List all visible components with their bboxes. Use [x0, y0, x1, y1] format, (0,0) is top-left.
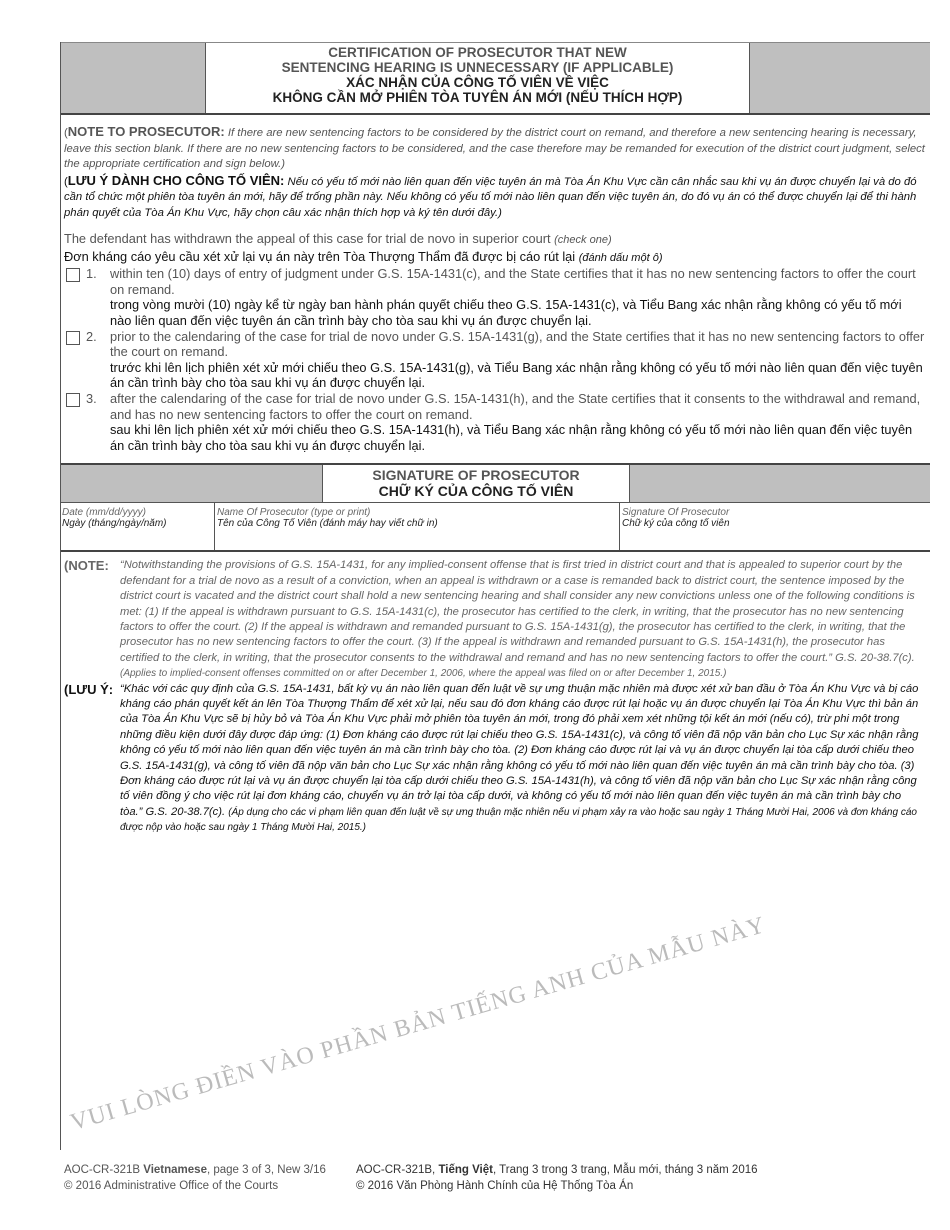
- note-label-vi: LƯU Ý:: [68, 681, 114, 697]
- option-number: 3.: [86, 390, 97, 406]
- option-3-en: after the calendaring of the case for trial de novo under G.S. 15A-1431(h), and the State certifies that it consents to the withdrawal and remand, and has no new sentencing factors to offer the court on remand.: [110, 390, 921, 422]
- option-3-vi: sau khi lên lịch phiên xét xử mới chiếu theo G.S. 15A-1431(h), và Tiểu Bang xác nhận rằng không có yếu tố mới nào liên quan đến việc tuyên án cần trình bày cho tòa sau khi vụ án được chuyển lại.: [110, 422, 913, 453]
- signature-shade-left: [60, 465, 322, 502]
- footer-language-en: Vietnamese: [143, 1164, 207, 1176]
- prosecutor-name-field[interactable]: [214, 503, 620, 550]
- date-label-vi: Ngày (tháng/ngày/năm): [62, 518, 167, 530]
- option-2-en: prior to the calendaring of the case for trial de novo under G.S. 15A-1431(g), and the State certifies that it has no new sentencing factors to offer the court on remand.: [110, 328, 925, 360]
- name-label-vi: Tên của Công Tố Viên (đánh máy hay viết chữ in): [217, 518, 438, 530]
- footer-page-en: , page 3 of 3, New 3/16: [206, 1164, 326, 1176]
- note-to-prosecutor: (NOTE TO PROSECUTOR: If there are new sentencing factors to be considered by the district court on remand, and therefore a new sentencing hearing is necessary, leave this section blank. If there are no new sentencing factors to be considered, and the case therefore may be remanded for execution of the district court judgment, select the appropriate certification and sign below.) (LƯU Ý DÀNH CHO CÔNG TỐ VIÊN: Nếu có yếu tố mới nào liên quan đến việc tuyên án mà Tòa Án Khu Vực cần cân nhắc sau khi vụ án được chuyển lại và do đó cần tổ chức một phiên tòa tuyên án mới, hãy để trống phần này. Nếu không có yếu tố mới nào liên quan đến việc tuyên án, do đó vụ án có thể được chuyển lại để thi hành phán quyết của Tòa Án Khu Vực, hãy chọn câu xác nhận thích hợp và ký tên dưới đây.): [64, 124, 925, 219]
- signature-block: [60, 463, 930, 552]
- watermark: VUI LÒNG ĐIỀN VÀO PHẦN BẢN TIẾNG ANH CỦA MẪU NÀY: [67, 912, 769, 1137]
- footer-page-vi: , Trang 3 trong 3 trang, Mẫu mới, tháng 3 năm 2016: [492, 1164, 758, 1176]
- footer-form-id-vi: AOC-CR-321B,: [356, 1164, 439, 1176]
- section-title: [205, 43, 750, 113]
- header-shade-left: [60, 43, 205, 113]
- option-2-checkbox[interactable]: [66, 331, 80, 345]
- date-label-en: Date (mm/dd/yyyy): [62, 507, 146, 519]
- footer-form-id: AOC-CR-321B: [64, 1164, 144, 1176]
- note-label-en: NOTE:: [68, 558, 109, 574]
- signature-label-en: Signature Of Prosecutor: [622, 507, 730, 519]
- title-vi-line1: XÁC NHẬN CỦA CÔNG TỐ VIÊN VỀ VIỆC: [346, 75, 609, 90]
- signature-title: [322, 465, 630, 502]
- title-en-line2: SENTENCING HEARING IS UNNECESSARY (IF APPLICABLE): [281, 60, 674, 75]
- title-vi-line2: KHÔNG CẦN MỞ PHIÊN TÒA TUYÊN ÁN MỚI (NẾU THÍCH HỢP): [272, 90, 683, 105]
- option-3-checkbox[interactable]: [66, 393, 80, 407]
- signature-title-vi: CHỮ KÝ CỦA CÔNG TỐ VIÊN: [378, 483, 574, 500]
- option-1-checkbox[interactable]: [66, 268, 80, 282]
- signature-title-en: SIGNATURE OF PROSECUTOR: [372, 467, 580, 484]
- intro-vi: Đơn kháng cáo yêu cầu xét xử lại vụ án này trên Tòa Thượng Thẩm đã được bị cáo rút lại: [64, 248, 576, 264]
- option-1-en: within ten (10) days of entry of judgment under G.S. 15A-1431(c), and the State certifies that it has no new sentencing factors to offer the court on remand.: [110, 266, 916, 297]
- footer-copyright-vi: © 2016 Văn Phòng Hành Chính của Hệ Thống Tòa Án: [356, 1180, 634, 1192]
- title-en-line1: CERTIFICATION OF PROSECUTOR THAT NEW: [328, 45, 627, 60]
- check-one-vi: (đánh dấu một ô): [578, 251, 663, 264]
- option-3: [64, 391, 926, 453]
- withdrawal-section: [60, 231, 930, 453]
- note-label-en: NOTE TO PROSECUTOR:: [67, 124, 225, 139]
- note-text-en: If there are new sentencing factors to be considered by the district court on remand, and therefore a new sentencing hearing is necessary, leave this section blank. If there are no new sentencing factors to be considered, and the case therefore may be remanded for execution of the district court judgment, select the appropriate certification and sign below.): [64, 127, 925, 170]
- name-label-en: Name Of Prosecutor (type or print): [217, 507, 371, 519]
- header-shade-right: [750, 43, 930, 113]
- footer-language-vi: Tiếng Việt: [438, 1164, 493, 1176]
- note-applies-vi: (Áp dụng cho các vi phạm liên quan đến luật về sự ưng thuận mặc nhiên nếu vi phạm xảy ra vào hoặc sau ngày 1 Tháng Mười Hai, 2006 và đơn kháng cáo được nộp vào hoặc sau ngày 1 Tháng Mười Hai, 2015.): [120, 806, 917, 834]
- option-2-vi: trước khi lên lịch phiên xét xử mới chiếu theo G.S. 15A-1431(g), và Tiểu Bang xác nhận rằng không có yếu tố mới nào liên quan đến việc tuyên án cần trình bày cho tòa sau khi vụ án được chuyển lại.: [110, 359, 923, 391]
- option-number: 2.: [86, 328, 97, 344]
- footer-copyright-en: © 2016 Administrative Office of the Courts: [64, 1180, 279, 1192]
- option-2: [64, 329, 926, 391]
- note-statute-en: “Notwithstanding the provisions of G.S. 15A-1431, for any implied-consent offense that is first tried in district court and that is appealed to superior court by the defendant for a trial de novo as a result of a conviction, when an appeal is withdrawn or a case is remanded back to district court, the sentence imposed by the district court is vacated and the district court shall hold a new sentencing hearing and shall consider any new convictions unless one of the following conditions is met: (1) If the appeal is withdrawn pursuant to G.S. 15A-1431(c), the prosecutor has certified to the clerk, in writing, that the prosecutor has no new sentencing factors to offer the court. (2) If the appeal is withdrawn and remanded pursuant to G.S. 15A-1431(g), the prosecutor has certified to the clerk, in writing, that the prosecutor has no new sentencing factors to offer the court. (3) If the appeal is withdrawn and remanded pursuant to G.S. 15A-1431(h), the prosecutor has certified to the clerk, in writing, that the prosecutor consents to the withdrawal and remand and has no new sentencing factors to offer the court.” G.S. 20-38.7(c).: [120, 559, 915, 664]
- signature-shade-right: [630, 465, 930, 502]
- signature-label-vi: Chữ ký của công tố viên: [622, 518, 730, 530]
- option-1: [64, 266, 926, 328]
- note-applies-en: (Applies to implied-consent offenses committed on or after December 1, 2006, where the appeal was filed on or after December 1, 2015.): [120, 668, 727, 680]
- section-header: [60, 42, 930, 115]
- note-text-vi: Nếu có yếu tố mới nào liên quan đến việc tuyên án mà Tòa Án Khu Vực cần cân nhắc sau khi vụ án được chuyển lại và do đó cần tổ chức một phiên tòa tuyên án mới, hãy để trống phần này. Nếu không có yếu tố mới nào liên quan đến việc tuyên án, do đó vụ án có thể được chuyển lại để thi hành phán quyết của Tòa Án Khu Vực, hãy chọn câu xác nhận thích hợp và ký tên dưới đây.): [64, 175, 917, 219]
- intro-en: The defendant has withdrawn the appeal of this case for trial de novo in superior court: [64, 231, 551, 246]
- footer: [64, 1162, 950, 1194]
- note-statute-vi: “Khác với các quy định của G.S. 15A-1431, bất kỳ vụ án nào liên quan đến luật về sự ưng thuận mặc nhiên mà được xét xử ban đầu ở Tòa Án Khu Vực và bị cáo kháng cáo phán quyết kết án lên Tòa Thượng Thẩm để xét xử lại, nếu sau đó đơn kháng cáo được rút lại hoặc vụ án được chuyển lại Tòa Án Khu Vực thì bản án của Tòa Án Khu Vực sẽ bị hủy bỏ và Tòa Án Khu Vực phải mở phiên tòa tuyên án mới, trong đó phải xem xét những tội kết án mới (nếu có), trừ phi một trong những điều kiện dưới đây được đáp ứng: (1) Đơn kháng cáo được rút lại chiếu theo G.S. 15A-1431(c), và công tố viên đã nộp văn bản cho Lục Sự xác nhận rằng không có yếu tố mới nào liên quan đến việc tuyên án mà cần trình bày cho tòa. (2) Đơn kháng cáo được rút lại và vụ án được chuyển lại tòa cấp dưới chiếu theo G.S. 15A-1431(g), và công tố viên đã nộp văn bản cho Lục Sự xác nhận rằng không có yếu tố mới nào liên quan đến việc tuyên án mà cần trình bày cho tòa. (3) Đơn kháng cáo được rút lại và vụ án được chuyển lại tòa cấp dưới chiếu theo G.S. 15A-1431(h), và công tố viên đã nộp văn bản cho Lục Sự xác nhận rằng công tố viên đồng ý cho việc rút lại đơn kháng cáo, chuyển vụ án trở lại tòa cấp dưới, và không có yếu tố mới nào liên quan đến việc tuyên án mà cần trình bày cho tòa.” G.S. 20-38.7(c).: [120, 682, 919, 818]
- option-number: 1.: [86, 266, 97, 282]
- prosecutor-signature-field[interactable]: [620, 503, 930, 550]
- statute-note: (NOTE: “Notwithstanding the provisions of G.S. 15A-1431, for any implied-consent offense that is first tried in district court and that is appealed to superior court by the defendant for a trial de novo as a result of a conviction, when an appeal is withdrawn or a case is remanded back to district court, the sentence imposed by the district court is vacated and the district court shall hold a new sentencing hearing and shall consider any new convictions unless one of the following conditions is met: (1) If the appeal is withdrawn pursuant to G.S. 15A-1431(c), the prosecutor has certified to the clerk, in writing, that the prosecutor has no new sentencing factors to offer the court. (2) If the appeal is withdrawn and remanded pursuant to G.S. 15A-1431(g), the prosecutor has certified to the clerk, in writing, that the prosecutor has no new sentencing factors to offer the court. (3) If the appeal is withdrawn and remanded pursuant to G.S. 15A-1431(h), the prosecutor has certified to the clerk, in writing, that the prosecutor consents to the withdrawal and remand and has no new sentencing factors to offer the court.” G.S. 20-38.7(c). (Applies to implied-consent offenses committed on or after December 1, 2006, where the appeal was filed on or after December 1, 2015.) (LƯU Ý: “Khác với các quy định của G.S. 15A-1431, bất kỳ vụ án nào liên quan đến luật về sự ưng thuận mặc nhiên mà được xét xử ban đầu ở Tòa Án Khu Vực và bị cáo kháng cáo phán quyết kết án lên Tòa Thượng Thẩm để xét xử lại, nếu sau đó đơn kháng cáo được rút lại hoặc vụ án được chuyển lại Tòa Án Khu Vực thì bản án của Tòa Án Khu Vực sẽ bị hủy bỏ và Tòa Án Khu Vực phải mở phiên tòa tuyên án mới, trong đó phải xem xét những tội kết án mới (nếu có), trừ phi một trong những điều kiện dưới đây được đáp ứng: (1) Đơn kháng cáo được rút lại chiếu theo G.S. 15A-1431(c), và công tố viên đã nộp văn bản cho Lục Sự xác nhận rằng không có yếu tố mới nào liên quan đến việc tuyên án mà cần trình bày cho tòa. (2) Đơn kháng cáo được rút lại và vụ án được chuyển lại tòa cấp dưới chiếu theo G.S. 15A-1431(g), và công tố viên đã nộp văn bản cho Lục Sự xác nhận rằng không có yếu tố mới nào liên quan đến việc tuyên án mà cần trình bày cho tòa. (3) Đơn kháng cáo được rút lại và vụ án được chuyển lại tòa cấp dưới chiếu theo G.S. 15A-1431(h), và công tố viên đã nộp văn bản cho Lục Sự xác nhận rằng công tố viên đồng ý cho việc rút lại đơn kháng cáo, chuyển vụ án trở lại tòa cấp dưới, và không có yếu tố mới nào liên quan đến việc tuyên án mà cần trình bày cho tòa.” G.S. 20-38.7(c). (Áp dụng cho các vi phạm liên quan đến luật về sự ưng thuận mặc nhiên nếu vi phạm xảy ra vào hoặc sau ngày 1 Tháng Mười Hai, 2006 và đơn kháng cáo được nộp vào hoặc sau ngày 1 Tháng Mười Hai, 2015.): [64, 558, 919, 834]
- option-1-vi: trong vòng mười (10) ngày kể từ ngày ban hành phán quyết chiếu theo G.S. 15A-1431(c), và Tiểu Bang xác nhận rằng không có yếu tố mới nào liên quan đến việc tuyên án cần trình bày cho tòa sau khi vụ án được chuyển lại.: [110, 297, 902, 328]
- blank-area: [0, 836, 950, 1162]
- note-label-vi: LƯU Ý DÀNH CHO CÔNG TỐ VIÊN:: [67, 172, 285, 188]
- date-field[interactable]: [60, 503, 214, 550]
- check-one-en: (check one): [554, 234, 612, 246]
